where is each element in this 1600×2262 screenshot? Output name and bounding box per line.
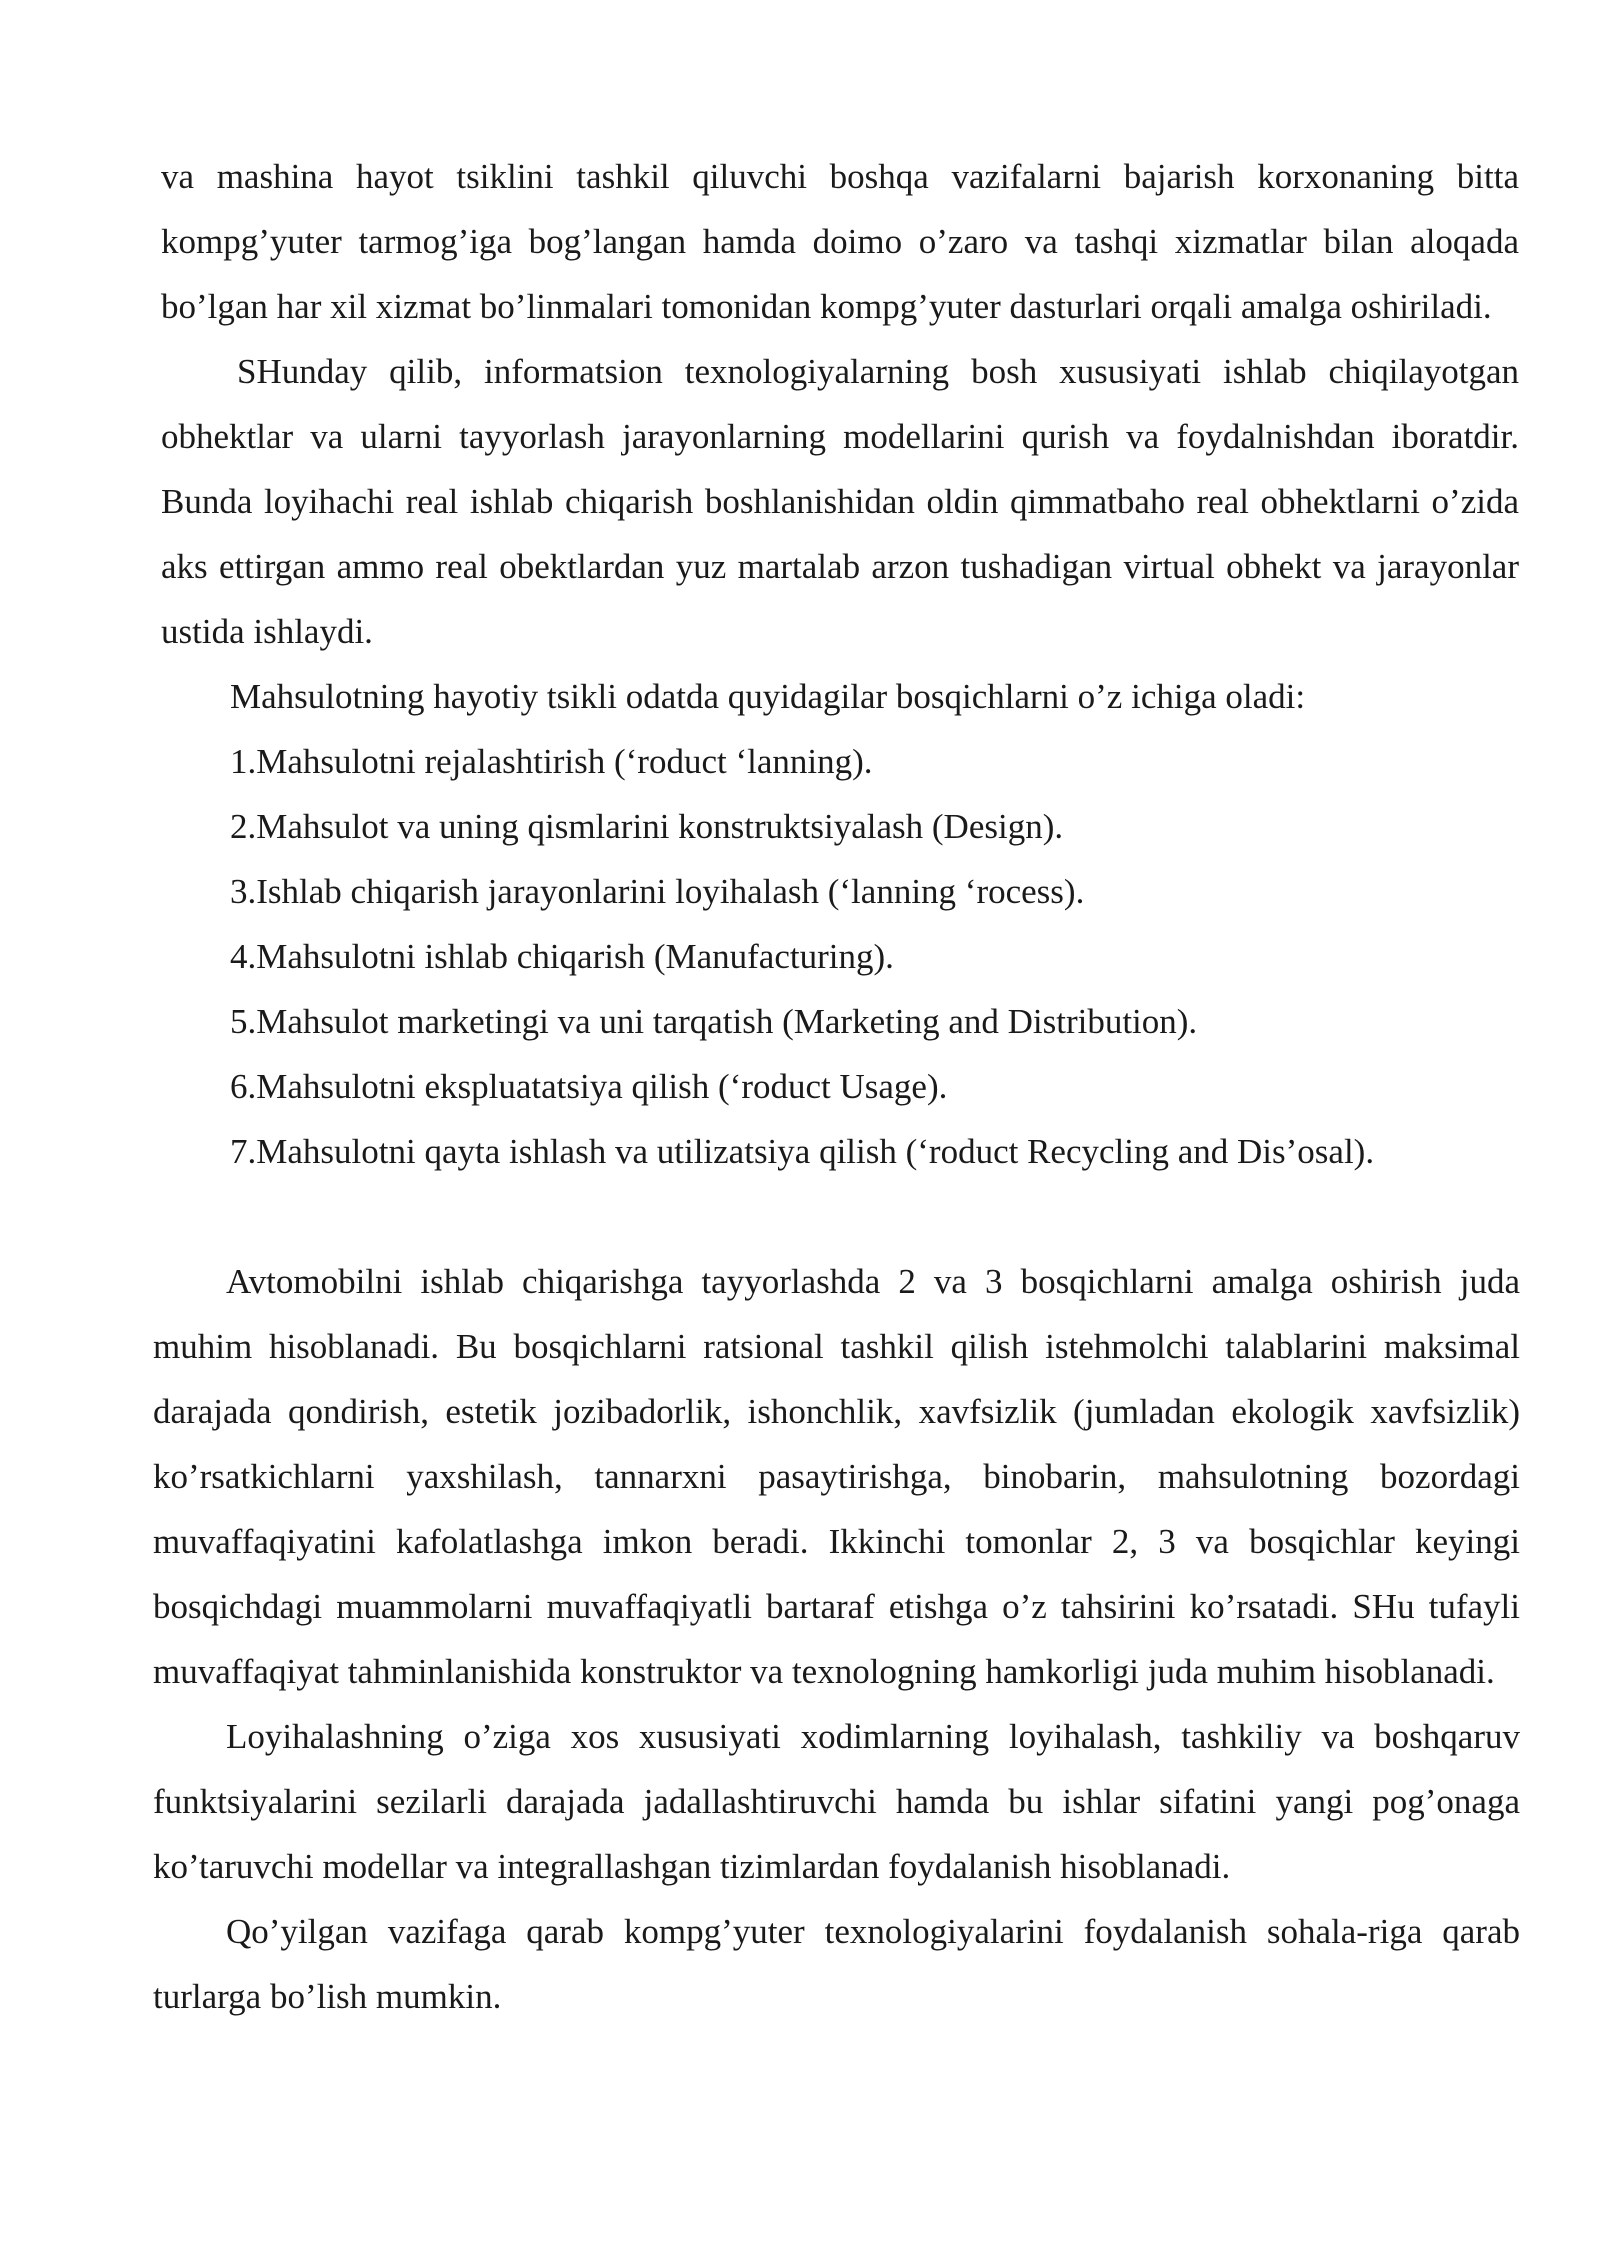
paragraph-shunday: SHunday qilib, informatsion texnologiyalarning bosh xususiyati ishlab chiqilayotgan obhektlar va ularni tayyorlash jarayonlarning modellarini qurish va foydalnishdan iboratdir. Bunda loyihachi real ishlab chiqarish boshlanishidan oldin qimmatbaho real obhektlarni o’zida aks ettirgan ammo real obektlardan yuz martalab arzon tushadigan virtual obhekt va jarayonlar ustida ishlaydi. xyxy=(161,352,1519,651)
list-item: 1.Mahsulotni rejalashtirish (‘roduct ‘lanning). xyxy=(230,742,873,781)
paragraph-qoyilgan: Qo’yilgan vazifaga qarab kompg’yuter texnologiyalarini foydalanish sohala-riga qarab turlarga bo’lish mumkin. xyxy=(153,1912,1520,2016)
list-item: 6.Mahsulotni ekspluatatsiya qilish (‘roduct Usage). xyxy=(230,1067,948,1106)
text-block-lower xyxy=(153,1249,1520,2029)
paragraph-continued: va mashina hayot tsiklini tashkil qiluvchi boshqa vazifalarni bajarish korxonaning bitta kompg’yuter tarmog’iga bog’langan hamda doimo o’zaro va tashqi xizmatlar bilan aloqada bo’lgan har xil xizmat bo’linmalari tomonidan kompg’yuter dasturlari orqali amalga oshiriladi. xyxy=(161,157,1519,326)
list-item: 3.Ishlab chiqarish jarayonlarini loyihalash (‘lanning ‘rocess). xyxy=(230,872,1085,911)
list-item: 4.Mahsulotni ishlab chiqarish (Manufacturing). xyxy=(230,937,894,976)
paragraph-list-intro: Mahsulotning hayotiy tsikli odatda quyidagilar bosqichlarni o’z ichiga oladi: xyxy=(230,677,1306,716)
list-item: 2.Mahsulot va uning qismlarini konstruktsiyalash (Design). xyxy=(230,807,1064,846)
paragraph-avtomobil: Avtomobilni ishlab chiqarishga tayyorlashda 2 va 3 bosqichlarni amalga oshirish juda muhim hisoblanadi. Bu bosqichlarni ratsional tashkil qilish istehmolchi talablarini maksimal darajada qondirish, estetik jozibadorlik, ishonchlik, xavfsizlik (jumladan ekologik xavfsizlik) ko’rsatkichlarni yaxshilash, tannarxni pasaytirishga, binobarin, mahsulotning bozordagi muvaffaqiyatini kafolatlashga imkon beradi. Ikkinchi tomonlar 2, 3 va bosqichlar keyingi bosqichdagi muammolarni muvaffaqiyatli bartaraf etishga o’z tahsirini ko’rsatadi. SHu tufayli muvaffaqiyat tahminlanishida konstruktor va texnologning hamkorligi juda muhim hisoblanadi. xyxy=(153,1262,1520,1691)
text-block-upper xyxy=(161,144,1519,1184)
list-item: 5.Mahsulot marketingi va uni tarqatish (Marketing and Distribution). xyxy=(230,1002,1198,1041)
list-item: 7.Mahsulotni qayta ishlash va utilizatsiya qilish (‘roduct Recycling and Dis’osal). xyxy=(230,1132,1375,1171)
stage-list xyxy=(161,729,1519,1184)
paragraph-loyihalash: Loyihalashning o’ziga xos xususiyati xodimlarning loyihalash, tashkiliy va boshqaruv funktsiyalarini sezilarli darajada jadallashtiruvchi hamda bu ishlar sifatini yangi pog’onaga ko’taruvchi modellar va integrallashgan tizimlardan foydalanish hisoblanadi. xyxy=(153,1717,1520,1886)
